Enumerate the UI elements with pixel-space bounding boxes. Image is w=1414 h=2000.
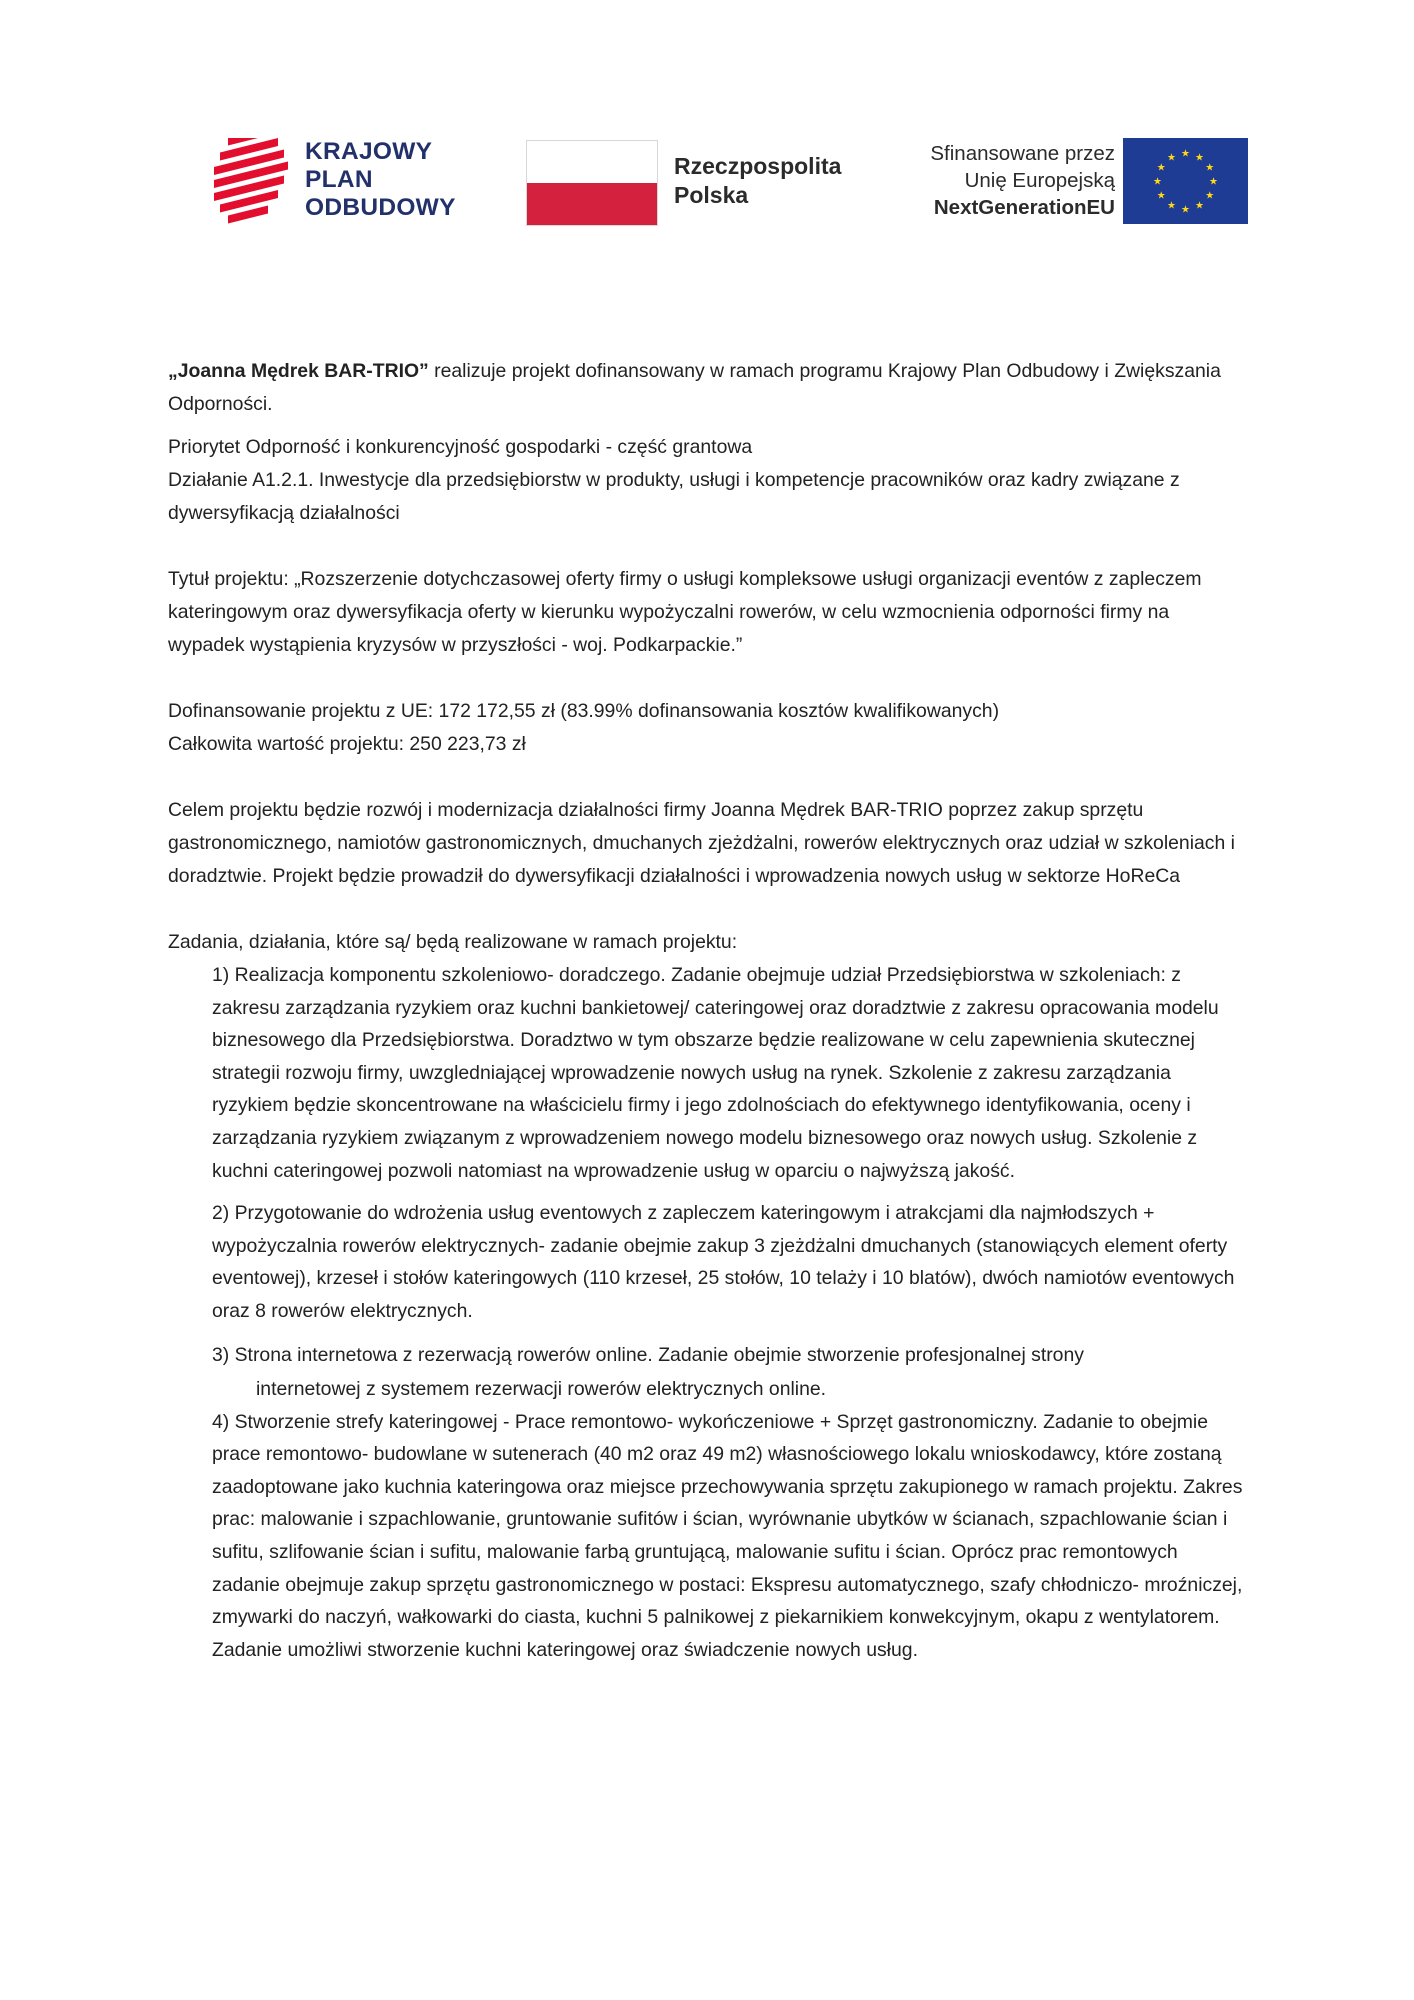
project-goal: Celem projektu będzie rozwój i modernizacja działalności firmy Joanna Mędrek BAR-TRIO poprzez zakup sprzętu gastronomicznego, namiotów gastronomicznych, dmuchanych zjeżdżalni, rowerów elektrycznych oraz udział w szkoleniach i doradztwie. Projekt będzie prowadził do dywersyfikacji działalności i wprowadzenia nowych usług w sektorze HoReCa [168, 799, 1235, 887]
svg-text:★: ★ [1195, 152, 1204, 164]
svg-text:★: ★ [1195, 200, 1204, 212]
tasks-list [168, 959, 1248, 1666]
kpo-emblem-icon [210, 138, 292, 226]
eu-logo [890, 138, 1260, 228]
kpo-line-1: KRAJOWY [305, 138, 433, 165]
svg-text:★: ★ [1156, 190, 1166, 202]
svg-text:★: ★ [1181, 148, 1190, 160]
project-title: Tytuł projektu: „Rozszerzenie dotychczasowej oferty firmy o usługi kompleksowe usługi organizacji eventów z zapleczem kateringowym oraz dywersyfikacja oferty w kierunku wypożyczalni rowerów, w celu wzmocnienia odporności firmy na wypadek wystąpienia kryzysów w przyszłości - woj. Podkarpackie.” [168, 568, 1202, 656]
rp-wordmark [674, 152, 841, 210]
eu-line-2: Unię Europejską [964, 169, 1115, 192]
document-body [168, 355, 1248, 1676]
kpo-line-2: PLAN [305, 166, 373, 193]
rp-line-2: Polska [674, 182, 749, 208]
eu-flag-icon [1123, 138, 1248, 224]
task-item-4: 4) Stworzenie strefy kateringowej - Prace remontowo- wykończeniowe + Sprzęt gastronomiczny. Zadanie to obejmie prace remontowo- budowlane w sutenerach (40 m2 oraz 49 m2) własnościowego lokalu wnioskodawcy, które zostaną zaadoptowane jako kuchnia kateringowa oraz miejsce przechowywania sprzętu zakupionego w ramach projektu. Zakres prac: malowanie i szpachlowanie, gruntowanie sufitów i ścian, wyrównanie ubytków w ścianach, szpachlowanie ścian i sufitu, szlifowanie ścian i sufitu, malowanie farbą gruntującą, malowanie sufitu i ścian. Oprócz prac remontowych zadanie obejmuje zakup sprzętu gastronomicznego w postaci: Ekspresu automatycznego, szafy chłodniczo- mroźniczej, zmywarki do naczyń, wałkowarki do ciasta, kuchni 5 palnikowej z piekarnikiem konwekcyjnym, okapu z wentylatorem. Zadanie umożliwi stworzenie kuchni kateringowej oraz świadczenie nowych usług. [212, 1410, 1243, 1661]
logo-band [0, 138, 1414, 228]
kpo-logo [210, 138, 480, 228]
priority-line: Priorytet Odporność i konkurencyjność gospodarki - część grantowa [168, 436, 753, 458]
eu-line-3: NextGenerationEU [933, 196, 1115, 219]
task-item-3 [212, 1338, 1248, 1406]
task-item-3-second: internetowej z systemem rezerwacji rowerów elektrycznych online. [256, 1377, 827, 1400]
polish-flag-icon [526, 140, 658, 226]
task-item-1: 1) Realizacja komponentu szkoleniowo- doradczego. Zadanie obejmuje udział Przedsiębiorstwa w szkoleniach: z zakresu zarządzania ryzykiem oraz kuchni bankietowej/ cateringowej oraz doradztwie z zakresu opracowania modelu biznesowego dla Przedsiębiorstwa. Doradztwo w tym obszarze będzie realizowane w celu zapewnienia skutecznej strategii rozwoju firmy, uwzgledniającej wprowadzenie nowych usług na rynek. Szkolenie z zakresu zarządzania ryzykiem będzie skoncentrowane na właścicielu firmy i jego zdolnościach do efektywnego identyfikowania, oceny i zarządzania ryzykiem związanym z wprowadzeniem nowego modelu biznesowego oraz nowych usług. Szkolenie z kuchni cateringowej pozwoli natomiast na wprowadzenie usług w oparciu o najwyższą jakość. [212, 964, 1219, 1182]
svg-text:★: ★ [1209, 176, 1218, 188]
intro-paragraph [168, 355, 1248, 421]
kpo-line-3: ODBUDOWY [305, 194, 456, 221]
company-name: „Joanna Mędrek BAR-TRIO” [168, 360, 429, 382]
rp-logo [526, 138, 846, 228]
svg-text:★: ★ [1205, 190, 1215, 202]
action-line: Działanie A1.2.1. Inwestycje dla przedsiębiorstw w produkty, usługi i kompetencje pracowników oraz kadry związane z dywersyfikacją działalności [168, 469, 1180, 524]
eu-line-1: Sfinansowane przez [930, 142, 1115, 165]
intro-text: realizuje projekt dofinansowany w ramach programu Krajowy Plan Odbudowy i Zwiększania Odporności. [168, 360, 1221, 415]
task-item-3-first: 3) Strona internetowa z rezerwacją rowerów online. Zadanie obejmie stworzenie profesjonalnej strony [212, 1343, 1084, 1366]
svg-text:★: ★ [1205, 162, 1215, 174]
rp-line-1: Rzeczpospolita [674, 153, 842, 179]
svg-text:★: ★ [1153, 176, 1162, 188]
svg-text:★: ★ [1181, 204, 1190, 216]
task-item-2: 2) Przygotowanie do wdrożenia usług eventowych z zapleczem kateringowym i atrakcjami dla najmłodszych + wypożyczalnia rowerów elektrycznych- zadanie obejmie zakup 3 zjeżdżalni dmuchanych (stanowiących element oferty eventowej), krzeseł i stołów kateringowych (110 krzeseł, 25 stołów, 10 telaży i 10 blatów), dwóch namiotów eventowych oraz 8 rowerów elektrycznych. [212, 1202, 1235, 1322]
tasks-heading: Zadania, działania, które są/ będą realizowane w ramach projektu: [168, 931, 738, 953]
total-value-line: Całkowita wartość projektu: 250 223,73 zł [168, 733, 526, 755]
svg-text:★: ★ [1156, 162, 1166, 174]
eu-wordmark [930, 140, 1115, 221]
funding-line: Dofinansowanie projektu z UE: 172 172,55 zł (83.99% dofinansowania kosztów kwalifikowanych) [168, 700, 1000, 722]
svg-text:★: ★ [1167, 152, 1176, 164]
kpo-wordmark [305, 138, 456, 222]
svg-text:★: ★ [1167, 200, 1176, 212]
